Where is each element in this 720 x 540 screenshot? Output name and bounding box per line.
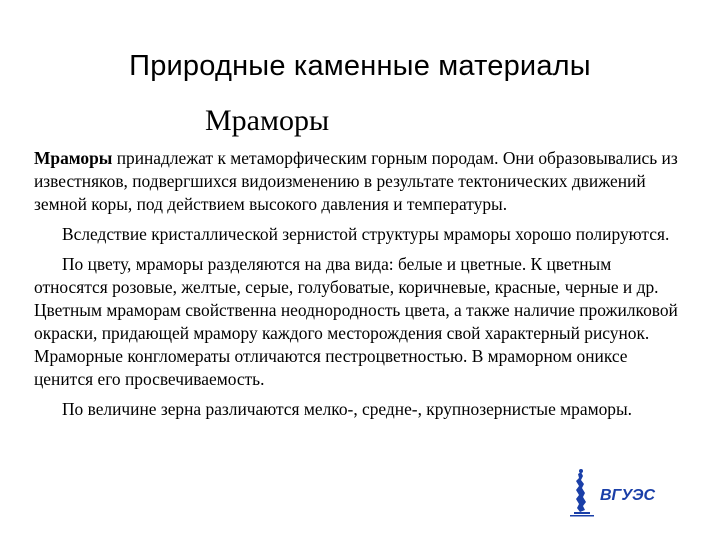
- paragraph-definition: [34, 147, 684, 216]
- logo-text: ВГУЭС: [600, 487, 656, 504]
- slide-title: Природные каменные материалы: [129, 50, 591, 82]
- university-logo: [568, 468, 668, 520]
- university-emblem-icon: [568, 468, 668, 520]
- term-marbles: Мраморы: [34, 148, 113, 168]
- paragraph-polishing: Вследствие кристаллической зернистой структуры мраморы хорошо полируются.: [62, 224, 670, 244]
- definition-text: принадлежат к метаморфическим горным породам. Они образовывались из известняков, подвергшихся видоизменению в результате тектонических движений земной коры, под действием высокого давления и температуры.: [34, 148, 678, 214]
- slide-subtitle: Мраморы: [205, 104, 330, 137]
- slide-body: [34, 147, 684, 428]
- paragraph-grain: По величине зерна различаются мелко-, средне-, крупнозернистые мраморы.: [62, 399, 633, 419]
- paragraph-color: По цвету, мраморы разделяются на два вида: белые и цветные. К цветным относятся розовые, желтые, серые, голубоватые, коричневые, красные, черные и др. Цветным мраморам свойственна неоднородность цвета, а также наличие прожилковой окраски, придающей мрамору каждого месторождения свой характерный рисунок. Мраморные конгломераты отличаются пестроцветностью. В мраморном ониксе ценится его просвечиваемость.: [34, 254, 678, 389]
